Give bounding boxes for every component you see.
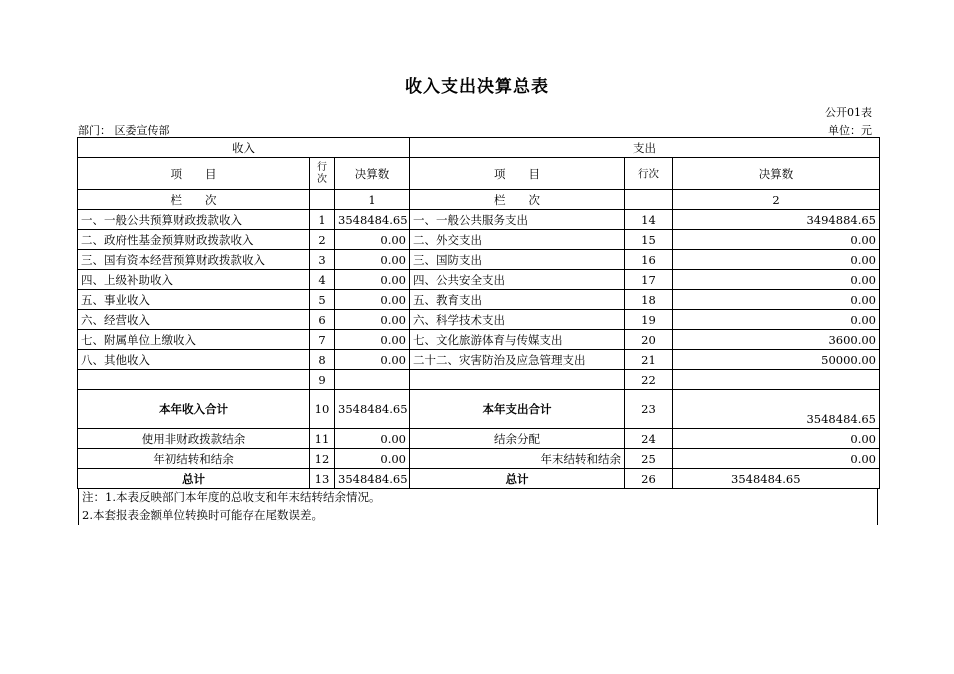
expense-row-no-header: 行次 xyxy=(625,158,673,190)
table-row xyxy=(78,250,880,270)
empty-cell xyxy=(310,190,335,210)
end-balance-row-no: 25 xyxy=(625,449,673,469)
expense-amount: 0.00 xyxy=(673,230,880,250)
note-line: 注：1.本表反映部门本年度的总收支和年末结转结余情况。 xyxy=(82,490,381,504)
income-amount: 0.00 xyxy=(335,290,410,310)
expense-item: 一、一般公共服务支出 xyxy=(410,210,625,230)
income-amount: 0.00 xyxy=(335,270,410,290)
income-row-no: 2 xyxy=(310,230,335,250)
department-label: 部门： 区委宣传部 xyxy=(78,124,170,137)
income-amount xyxy=(335,370,410,390)
income-item xyxy=(78,370,310,390)
grand-total-expense-amount: 3548484.65 xyxy=(673,469,880,489)
empty-cell xyxy=(625,190,673,210)
expense-row-no: 14 xyxy=(625,210,673,230)
year-expense-row-no: 23 xyxy=(625,390,673,429)
income-row-no: 4 xyxy=(310,270,335,290)
table-row xyxy=(78,230,880,250)
nonfiscal-surplus-label: 使用非财政拨款结余 xyxy=(78,429,310,449)
expense-item-header: 项 目 xyxy=(410,158,625,190)
expense-item: 二十二、灾害防治及应急管理支出 xyxy=(410,350,625,370)
expense-amount-header: 决算数 xyxy=(673,158,880,190)
income-column-label: 栏 次 xyxy=(78,190,310,210)
income-item-header: 项 目 xyxy=(78,158,310,190)
income-amount: 0.00 xyxy=(335,310,410,330)
expense-amount: 50000.00 xyxy=(673,350,880,370)
expense-section-header: 支出 xyxy=(410,138,880,158)
expense-item: 七、文化旅游体育与传媒支出 xyxy=(410,330,625,350)
unit-label: 单位：元 xyxy=(828,124,872,137)
expense-row-no: 19 xyxy=(625,310,673,330)
end-balance-label: 年末结转和结余 xyxy=(410,449,625,469)
expense-item: 二、外交支出 xyxy=(410,230,625,250)
income-section-header: 收入 xyxy=(78,138,410,158)
income-row-no: 7 xyxy=(310,330,335,350)
table-notes xyxy=(78,488,878,525)
expense-row-no: 18 xyxy=(625,290,673,310)
expense-column-number: 2 xyxy=(673,190,880,210)
expense-amount: 3600.00 xyxy=(673,330,880,350)
income-item: 六、经营收入 xyxy=(78,310,310,330)
grand-total-income-label: 总计 xyxy=(78,469,310,489)
income-item: 五、事业收入 xyxy=(78,290,310,310)
income-row-no: 1 xyxy=(310,210,335,230)
income-item: 一、一般公共预算财政拨款收入 xyxy=(78,210,310,230)
surplus-allocation-label: 结余分配 xyxy=(410,429,625,449)
expense-item: 六、科学技术支出 xyxy=(410,310,625,330)
end-balance-amount: 0.00 xyxy=(673,449,880,469)
table-row xyxy=(78,449,880,469)
begin-balance-row-no: 12 xyxy=(310,449,335,469)
income-row-no: 3 xyxy=(310,250,335,270)
expense-amount: 0.00 xyxy=(673,310,880,330)
note-line: 2.本套报表金额单位转换时可能存在尾数误差。 xyxy=(82,508,323,522)
year-income-total: 3548484.65 xyxy=(335,390,410,429)
expense-row-no: 22 xyxy=(625,370,673,390)
income-row-no: 9 xyxy=(310,370,335,390)
section-header-row xyxy=(78,138,880,158)
expense-row-no: 16 xyxy=(625,250,673,270)
income-amount: 3548484.65 xyxy=(335,210,410,230)
income-row-no: 6 xyxy=(310,310,335,330)
budget-summary-table xyxy=(77,137,880,489)
begin-balance-label: 年初结转和结余 xyxy=(78,449,310,469)
begin-balance-amount: 0.00 xyxy=(335,449,410,469)
surplus-allocation-row-no: 24 xyxy=(625,429,673,449)
grand-total-income-row-no: 13 xyxy=(310,469,335,489)
income-amount-header: 决算数 xyxy=(335,158,410,190)
expense-item xyxy=(410,370,625,390)
table-row xyxy=(78,350,880,370)
income-row-no-header: 行 次 xyxy=(310,158,335,190)
expense-item: 五、教育支出 xyxy=(410,290,625,310)
expense-row-no: 17 xyxy=(625,270,673,290)
table-row xyxy=(78,370,880,390)
table-row xyxy=(78,290,880,310)
expense-amount xyxy=(673,370,880,390)
table-row xyxy=(78,429,880,449)
expense-row-no: 21 xyxy=(625,350,673,370)
table-row xyxy=(78,210,880,230)
table-row xyxy=(78,270,880,290)
expense-item: 四、公共安全支出 xyxy=(410,270,625,290)
table-row xyxy=(78,330,880,350)
income-item: 三、国有资本经营预算财政拨款收入 xyxy=(78,250,310,270)
income-item: 七、附属单位上缴收入 xyxy=(78,330,310,350)
nonfiscal-row-no: 11 xyxy=(310,429,335,449)
grand-total-income-amount: 3548484.65 xyxy=(335,469,410,489)
expense-amount: 3494884.65 xyxy=(673,210,880,230)
year-expense-total-label: 本年支出合计 xyxy=(410,390,625,429)
year-income-row-no: 10 xyxy=(310,390,335,429)
page-title: 收入支出决算总表 xyxy=(405,77,549,97)
grand-total-row xyxy=(78,469,880,489)
year-expense-total: 3548484.65 xyxy=(673,390,880,429)
nonfiscal-amount: 0.00 xyxy=(335,429,410,449)
income-amount: 0.00 xyxy=(335,250,410,270)
expense-amount: 0.00 xyxy=(673,270,880,290)
income-row-no: 5 xyxy=(310,290,335,310)
expense-row-no: 15 xyxy=(625,230,673,250)
year-income-total-label: 本年收入合计 xyxy=(78,390,310,429)
surplus-allocation-amount: 0.00 xyxy=(673,429,880,449)
expense-amount: 0.00 xyxy=(673,250,880,270)
column-header-row xyxy=(78,158,880,190)
expense-column-label: 栏 次 xyxy=(410,190,625,210)
expense-item: 三、国防支出 xyxy=(410,250,625,270)
grand-total-expense-label: 总计 xyxy=(410,469,625,489)
table-row xyxy=(78,310,880,330)
income-column-number: 1 xyxy=(335,190,410,210)
column-number-row xyxy=(78,190,880,210)
expense-amount: 0.00 xyxy=(673,290,880,310)
income-amount: 0.00 xyxy=(335,230,410,250)
income-item: 四、上级补助收入 xyxy=(78,270,310,290)
grand-total-expense-row-no: 26 xyxy=(625,469,673,489)
year-total-row xyxy=(78,390,880,429)
income-amount: 0.00 xyxy=(335,350,410,370)
income-item: 二、政府性基金预算财政拨款收入 xyxy=(78,230,310,250)
income-item: 八、其他收入 xyxy=(78,350,310,370)
income-amount: 0.00 xyxy=(335,330,410,350)
form-number: 公开01表 xyxy=(825,106,872,119)
income-row-no: 8 xyxy=(310,350,335,370)
expense-row-no: 20 xyxy=(625,330,673,350)
